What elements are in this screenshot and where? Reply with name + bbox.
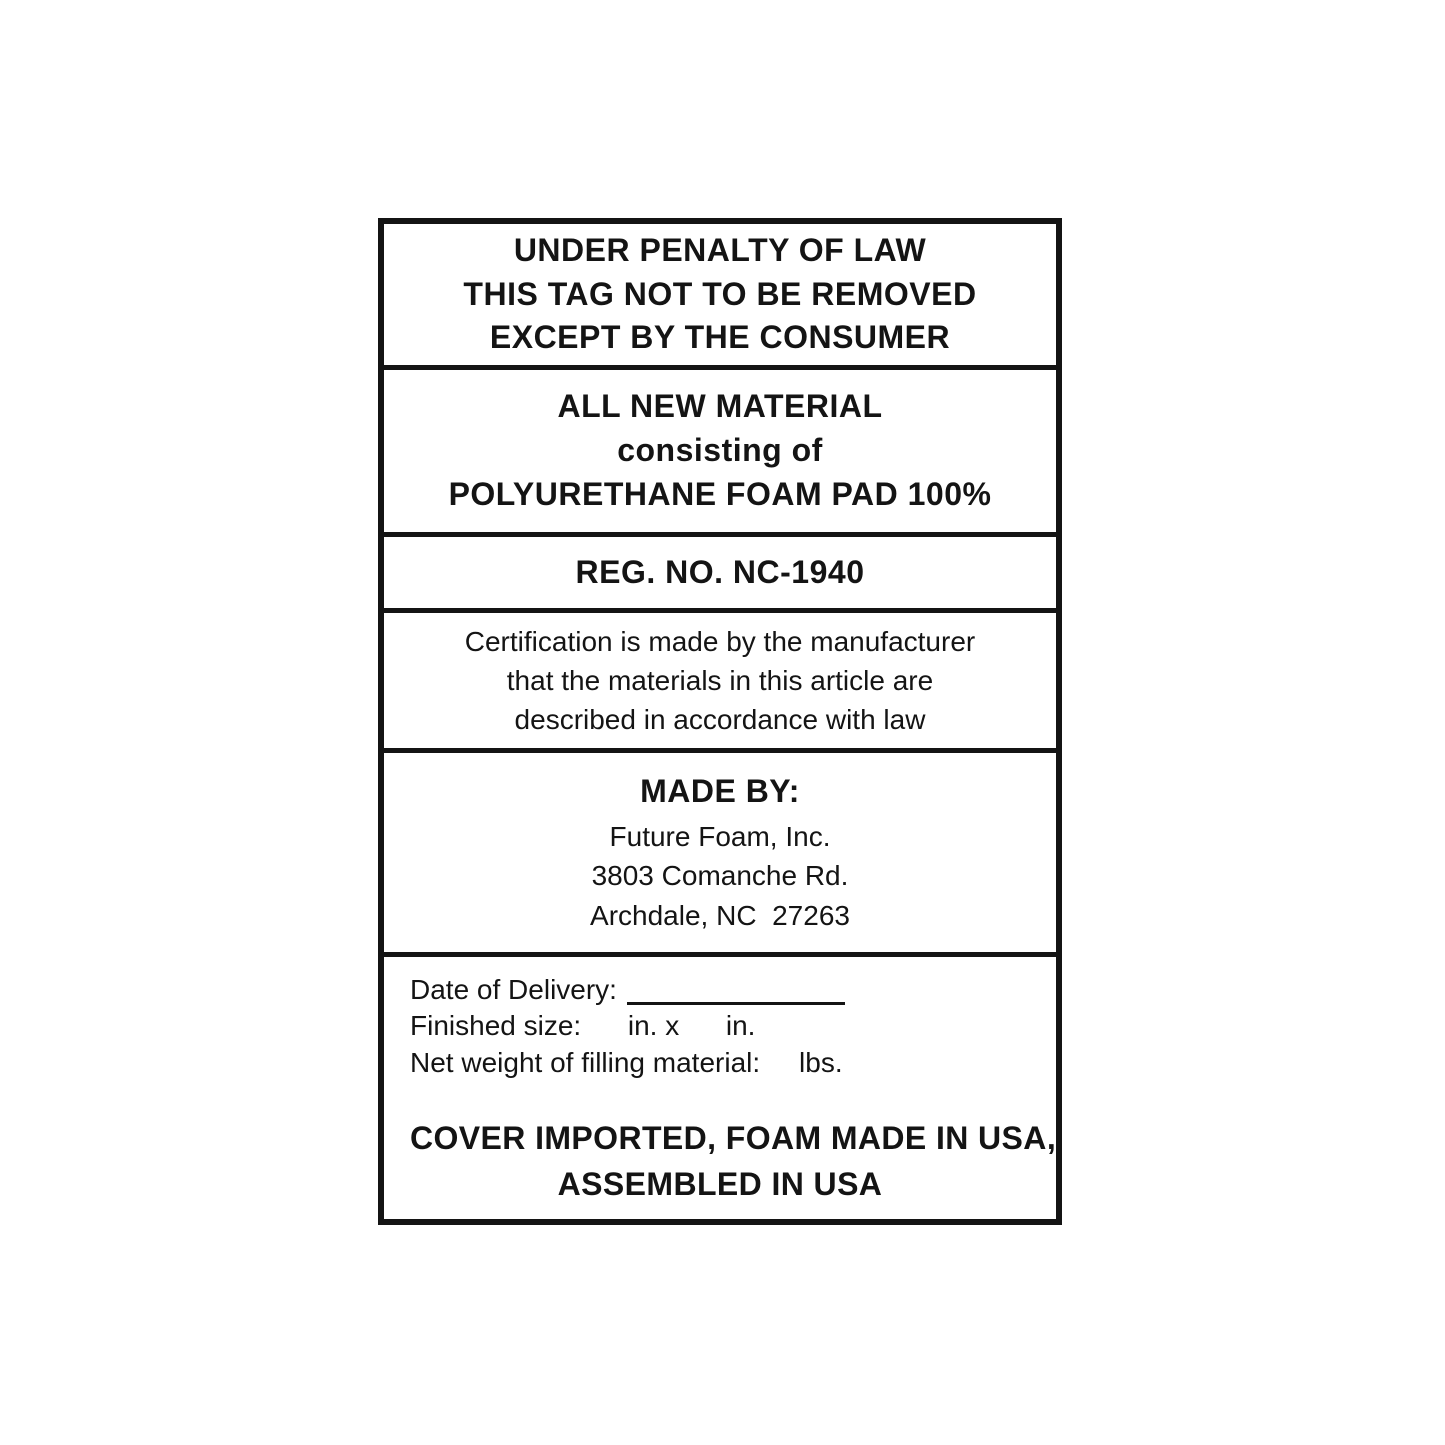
warning-line: UNDER PENALTY OF LAW	[513, 231, 927, 268]
date-blank-line	[627, 974, 845, 1005]
origin-line: COVER IMPORTED, FOAM MADE IN USA,	[410, 1119, 1056, 1156]
origin-line: ASSEMBLED IN USA	[557, 1165, 883, 1202]
registration-number: REG. NO. NC-1940	[575, 553, 865, 590]
net-weight-line: Net weight of filling material: lbs.	[410, 1046, 843, 1078]
penalty-warning-section	[384, 224, 1056, 370]
delivery-info-section	[384, 957, 1056, 1219]
date-of-delivery-label: Date of Delivery:	[410, 974, 617, 1005]
warning-line: THIS TAG NOT TO BE REMOVED	[463, 275, 977, 312]
certification-line: described in accordance with law	[514, 704, 926, 736]
manufacturer-street: 3803 Comanche Rd.	[591, 860, 849, 892]
material-line: consisting of	[617, 432, 823, 469]
material-line: ALL NEW MATERIAL	[557, 388, 883, 425]
date-of-delivery-line	[410, 972, 1030, 1008]
registration-number-section	[384, 537, 1056, 613]
certification-line: that the materials in this article are	[506, 664, 934, 696]
manufacturer-city-state-zip: Archdale, NC 27263	[590, 899, 850, 931]
made-by-section	[384, 753, 1056, 957]
finished-size-line: Finished size: in. x in.	[410, 1010, 756, 1042]
certification-section	[384, 613, 1056, 753]
origin-statement	[410, 1115, 1056, 1207]
material-line: POLYURETHANE FOAM PAD 100%	[448, 475, 992, 512]
made-by-heading: MADE BY:	[640, 773, 800, 810]
warning-line: EXCEPT BY THE CONSUMER	[489, 319, 951, 356]
certification-line: Certification is made by the manufacturer	[464, 625, 976, 657]
manufacturer-name: Future Foam, Inc.	[609, 821, 831, 853]
law-label	[378, 218, 1062, 1225]
material-section	[384, 370, 1056, 537]
